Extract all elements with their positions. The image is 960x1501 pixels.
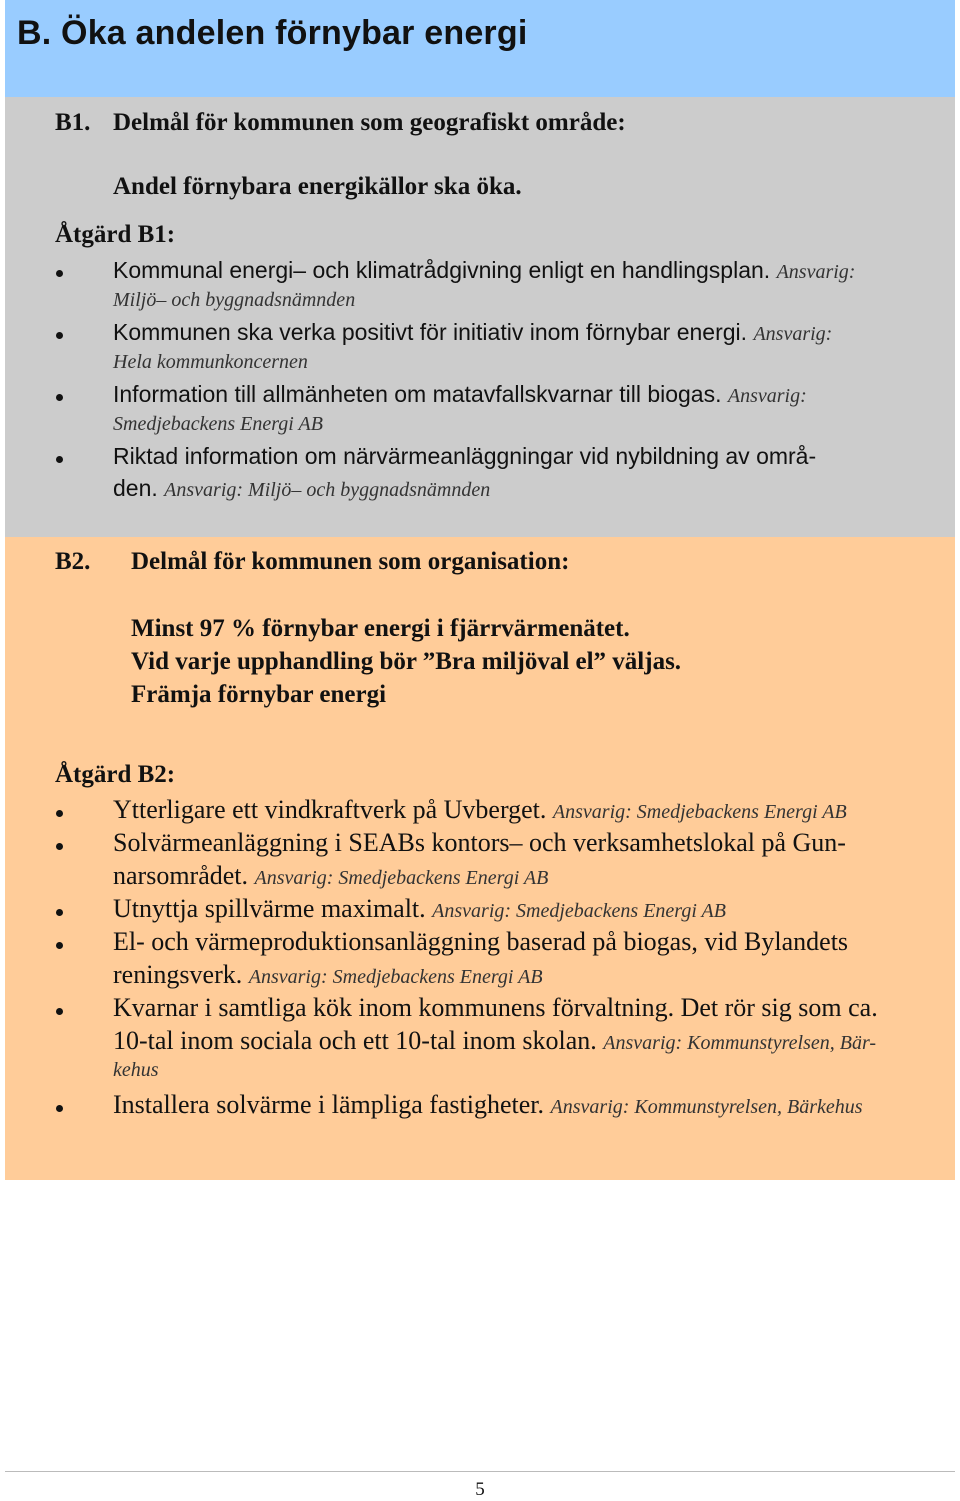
bullet-icon <box>56 942 63 949</box>
b2-item-responsible: Ansvarig: Smedjebackens Energi AB <box>254 867 549 889</box>
b1-item-text-cont: den. <box>113 475 158 501</box>
section-header <box>5 0 955 97</box>
b1-number: B1. <box>55 109 91 136</box>
bullet-icon <box>56 332 63 339</box>
b1-actions-heading: Åtgärd B1: <box>55 221 176 248</box>
section-title: B. Öka andelen förnybar energi <box>17 14 528 52</box>
b2-item-responsible: Ansvarig: Smedjebackens Energi AB <box>248 966 543 988</box>
b1-item-responsible: Ansvarig: Miljö– och byggnadsnämnden <box>164 479 491 501</box>
b1-item-text: Information till allmänheten om matavfallskvarnar till biogas. <box>113 381 722 407</box>
bullet-icon <box>56 909 63 916</box>
b2-item-responsible: Ansvarig: Kommunstyrelsen, Bärkehus <box>550 1096 863 1118</box>
b2-item-text: Solvärmeanläggning i SEABs kontors– och verksamhetslokal på Gun- <box>113 828 846 857</box>
bullet-icon <box>56 270 63 277</box>
b2-item-text: El- och värmeproduktionsanläggning baserad på biogas, vid Bylandets <box>113 927 849 956</box>
bullet-icon <box>56 1008 63 1015</box>
b2-goal: Främja förnybar energi <box>131 681 387 708</box>
b2-item-text: Installera solvärme i lämpliga fastigheter. <box>113 1090 545 1119</box>
page-number: 5 <box>475 1479 485 1500</box>
b2-item-responsible: Ansvarig: Kommunstyrelsen, Bär- <box>603 1032 876 1054</box>
bullet-icon <box>56 843 63 850</box>
b2-item-text-cont: 10-tal inom sociala och ett 10-tal inom skolan. <box>113 1026 597 1055</box>
b2-item-text: Kvarnar i samtliga kök inom kommunens förvaltning. Det rör sig som ca. <box>113 993 878 1022</box>
b1-item-responsible: Ansvarig: <box>753 323 833 345</box>
b2-item-text: Utnyttja spillvärme maximalt. <box>113 894 426 923</box>
b2-number: B2. <box>55 548 91 575</box>
bullet-icon <box>56 1105 63 1112</box>
b1-item-responsible: Ansvarig: <box>727 385 807 407</box>
b2-item-responsible-cont: kehus <box>113 1059 159 1081</box>
b2-item-responsible: Ansvarig: Smedjebackens Energi AB <box>432 900 726 922</box>
footer-divider <box>5 1471 955 1472</box>
b2-item-responsible: Ansvarig: Smedjebackens Energi AB <box>552 801 847 823</box>
b1-title: Delmål för kommunen som geografiskt område: <box>113 109 626 136</box>
b2-goal: Minst 97 % förnybar energi i fjärrvärmenätet. <box>131 615 630 642</box>
b1-item-responsible-cont: Smedjebackens Energi AB <box>113 413 323 435</box>
b2-item-text-cont: reningsverk. <box>113 960 243 989</box>
b1-item-text: Kommunen ska verka positivt för initiativ inom förnybar energi. <box>113 319 748 345</box>
b2-goal: Vid varje upphandling bör ”Bra miljöval el” väljas. <box>131 648 682 675</box>
b2-title: Delmål för kommunen som organisation: <box>131 548 570 575</box>
b1-item-text: Kommunal energi– och klimatrådgivning enligt en handlingsplan. <box>113 257 771 283</box>
b2-actions-heading: Åtgärd B2: <box>55 761 176 788</box>
b1-panel <box>5 97 955 537</box>
bullet-icon <box>56 394 63 401</box>
bullet-icon <box>56 456 63 463</box>
b1-item-responsible: Ansvarig: <box>776 261 856 283</box>
b1-item-responsible-cont: Miljö– och byggnadsnämnden <box>113 289 356 311</box>
b2-item-text: Ytterligare ett vindkraftverk på Uvberget. <box>113 795 547 824</box>
b1-item-text: Riktad information om närvärmeanläggningar vid nybildning av områ- <box>113 443 817 469</box>
b1-goal: Andel förnybara energikällor ska öka. <box>113 173 522 200</box>
b1-item-responsible-cont: Hela kommunkoncernen <box>113 351 308 373</box>
b2-item-text-cont: narsområdet. <box>113 861 249 890</box>
bullet-icon <box>56 810 63 817</box>
